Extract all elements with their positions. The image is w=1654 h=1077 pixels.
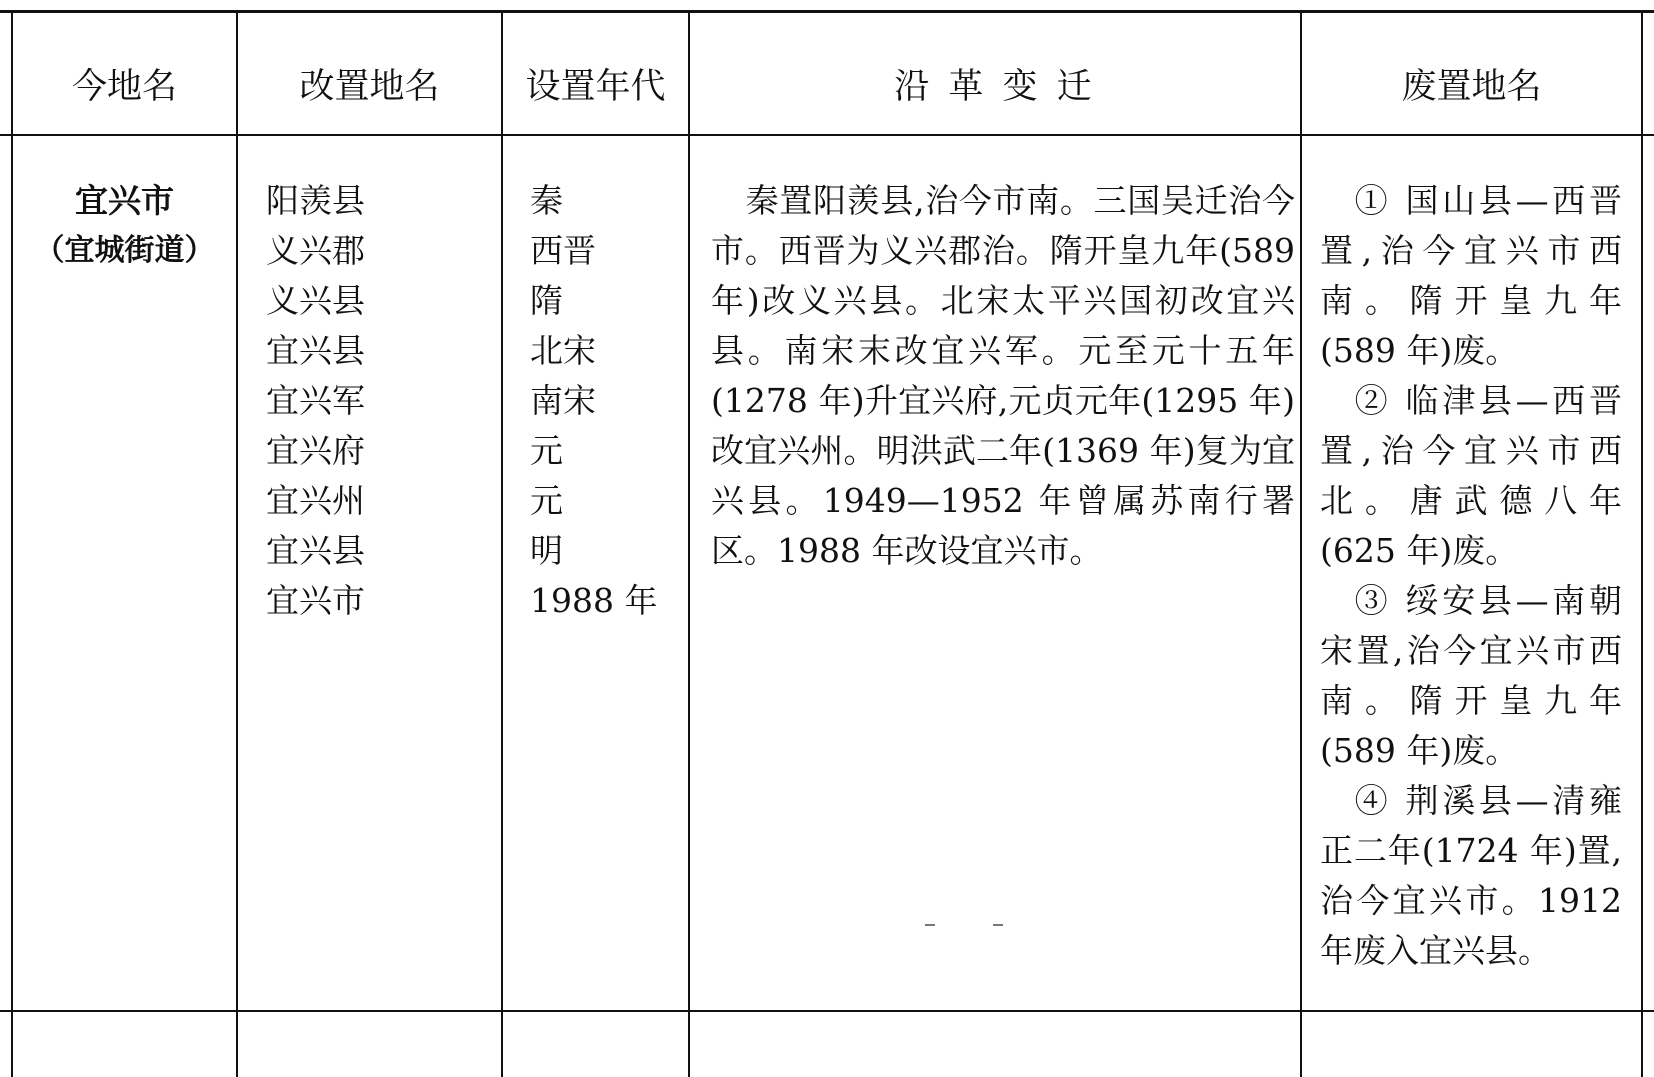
list-item: 义兴县 [266,281,365,320]
column-divider-4 [1300,10,1302,1077]
list-item: 阳羡县 [266,181,365,220]
list-item: 南宋 [530,381,596,420]
table-right-border [1641,10,1643,1077]
list-item: 宜兴县 [266,331,365,370]
changed-names-list [266,176,496,626]
abolished-item: ② 临津县—西晋置,治今宜兴市西北。唐武德八年(625 年)废。 [1320,381,1622,570]
list-item: 义兴郡 [266,231,365,270]
modern-name: 宜兴市 [75,181,174,220]
list-item: 明 [530,531,563,570]
list-item: 宜兴市 [266,581,365,620]
table-left-border [11,10,13,1077]
abolished-names-cell [1320,176,1622,976]
abolished-item: ④ 荆溪县—清雍正二年(1724 年)置,治今宜兴市。1912 年废入宜兴县。 [1320,781,1622,970]
list-item: 宜兴州 [266,481,365,520]
abolished-item: ③ 绥安县—南朝宋置,治今宜兴市西南。隋开皇九年(589 年)废。 [1320,581,1622,770]
list-item: 1988 年 [530,581,658,620]
scan-mark [993,924,1003,926]
list-item: 宜兴府 [266,431,365,470]
list-item: 西晋 [530,231,596,270]
header-changed-name: 改置地名 [299,67,440,107]
modern-name-cell [13,176,236,276]
column-divider-2 [501,10,503,1077]
evolution-cell [711,176,1295,576]
list-item: 北宋 [530,331,596,370]
header-evolution: 沿 革 变 迁 [894,67,1096,107]
header-modern-name: 今地名 [71,67,177,107]
scan-mark [925,924,935,926]
header-established-era: 设置年代 [525,67,666,107]
eras-list [530,176,685,626]
column-divider-3 [688,10,690,1077]
column-divider-1 [236,10,238,1077]
list-item: 隋 [530,281,563,320]
list-item: 宜兴军 [266,381,365,420]
table-top-border [0,10,1654,13]
evolution-text: 秦置阳羡县,治今市南。三国吴迁治今市。西晋为义兴郡治。隋开皇九年(589 年)改义兴县。北宋太平兴国初改宜兴县。南宋末改宜兴军。元至元十五年(1278 年)升宜兴府,元贞元年(1295 年)改宜兴州。明洪武二年(1369 年)复为宜兴县。1949—1952 年曾属苏南行署区。1988 年改设宜兴市。 [711,181,1295,570]
list-item: 秦 [530,181,563,220]
list-item: 元 [530,481,563,520]
list-item: 元 [530,431,563,470]
list-item: 宜兴县 [266,531,365,570]
modern-name-note: （宜城街道） [34,233,215,268]
row-bottom-border [0,1010,1654,1012]
abolished-item: ① 国山县—西晋置,治今宜兴市西南。隋开皇九年(589 年)废。 [1320,181,1622,370]
header-abolished-name: 废置地名 [1401,67,1542,107]
header-bottom-border [0,134,1654,136]
